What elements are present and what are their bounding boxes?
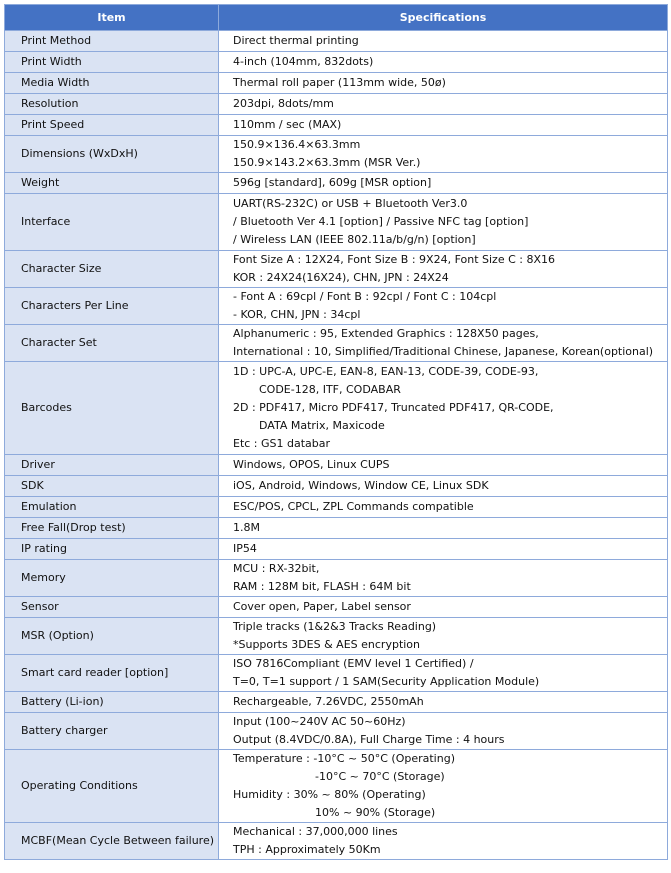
- spec-line: 203dpi, 8dots/mm: [233, 97, 334, 110]
- item-cell-media-width: Media Width: [5, 73, 219, 94]
- spec-line: Thermal roll paper (113mm wide, 50ø): [233, 76, 446, 89]
- spec-line: Cover open, Paper, Label sensor: [233, 600, 411, 613]
- spec-line: TPH : Approximately 50Km: [233, 843, 381, 856]
- spec-cell-media-width: [219, 73, 668, 94]
- table-row: [5, 618, 668, 655]
- spec-line: RAM : 128M bit, FLASH : 64M bit: [233, 580, 411, 593]
- column-header-item: Item: [5, 5, 219, 31]
- spec-line: 150.9×143.2×63.3mm (MSR Ver.): [233, 156, 421, 169]
- table-row: [5, 713, 668, 750]
- spec-line: Temperature : -10°C ~ 50°C (Operating): [233, 752, 455, 765]
- item-cell-resolution: Resolution: [5, 94, 219, 115]
- table-row: [5, 288, 668, 325]
- spec-line: Triple tracks (1&2&3 Tracks Reading): [233, 620, 437, 633]
- table-row: [5, 194, 668, 251]
- spec-cell-barcodes: [219, 362, 668, 455]
- item-cell-emulation: Emulation: [5, 497, 219, 518]
- item-cell-dimensions-wxdxh: Dimensions (WxDxH): [5, 136, 219, 173]
- table-row: [5, 52, 668, 73]
- spec-line: Font Size A : 12X24, Font Size B : 9X24, Font Size C : 8X16: [233, 253, 555, 266]
- spec-line: CODE-128, ITF, CODABAR: [259, 383, 401, 396]
- spec-line: IP54: [233, 542, 257, 555]
- spec-line: - KOR, CHN, JPN : 34cpl: [233, 308, 361, 321]
- table-row: [5, 325, 668, 362]
- item-cell-driver: Driver: [5, 455, 219, 476]
- spec-line: 110mm / sec (MAX): [233, 118, 342, 131]
- item-cell-interface: Interface: [5, 194, 219, 251]
- spec-line: ESC/POS, CPCL, ZPL Commands compatible: [233, 500, 474, 513]
- item-cell-ip-rating: IP rating: [5, 539, 219, 560]
- spec-cell-ip-rating: [219, 539, 668, 560]
- table-row: [5, 597, 668, 618]
- spec-cell-resolution: [219, 94, 668, 115]
- spec-cell-msr-option: [219, 618, 668, 655]
- table-row: [5, 136, 668, 173]
- spec-line: KOR : 24X24(16X24), CHN, JPN : 24X24: [233, 271, 449, 284]
- spec-line: Humidity : 30% ~ 80% (Operating): [233, 788, 426, 801]
- spec-line: Windows, OPOS, Linux CUPS: [233, 458, 390, 471]
- spec-cell-character-set: [219, 325, 668, 362]
- spec-line: UART(RS-232C) or USB + Bluetooth Ver3.0: [233, 197, 468, 210]
- spec-line: / Wireless LAN (IEEE 802.11a/b/g/n) [option]: [233, 233, 476, 246]
- spec-line: *Supports 3DES & AES encryption: [233, 638, 421, 651]
- spec-cell-driver: [219, 455, 668, 476]
- spec-cell-operating-conditions: [219, 750, 668, 823]
- table-row: [5, 497, 668, 518]
- table-header-row: [5, 5, 668, 31]
- item-cell-character-size: Character Size: [5, 251, 219, 288]
- column-header-specifications: Specifications: [219, 5, 668, 31]
- item-cell-weight: Weight: [5, 173, 219, 194]
- spec-line: Output (8.4VDC/0.8A), Full Charge Time : 4 hours: [233, 733, 505, 746]
- spec-line: / Bluetooth Ver 4.1 [option] / Passive NFC tag [option]: [233, 215, 529, 228]
- table-row: [5, 251, 668, 288]
- item-cell-print-width: Print Width: [5, 52, 219, 73]
- spec-cell-print-speed: [219, 115, 668, 136]
- spec-line: Direct thermal printing: [233, 34, 359, 47]
- table-row: [5, 823, 668, 860]
- spec-line: iOS, Android, Windows, Window CE, Linux SDK: [233, 479, 489, 492]
- table-row: [5, 362, 668, 455]
- table-row: [5, 455, 668, 476]
- item-cell-sensor: Sensor: [5, 597, 219, 618]
- spec-cell-sensor: [219, 597, 668, 618]
- spec-cell-character-size: [219, 251, 668, 288]
- spec-line: -10°C ~ 70°C (Storage): [315, 770, 445, 783]
- spec-line: 4-inch (104mm, 832dots): [233, 55, 374, 68]
- spec-line: 2D : PDF417, Micro PDF417, Truncated PDF417, QR-CODE,: [233, 401, 554, 414]
- spec-table: [4, 4, 668, 860]
- spec-cell-memory: [219, 560, 668, 597]
- item-cell-operating-conditions: Operating Conditions: [5, 750, 219, 823]
- spec-cell-mcbf-mean-cycle-between-failure: [219, 823, 668, 860]
- item-cell-battery-li-ion: Battery (Li-ion): [5, 692, 219, 713]
- table-row: [5, 173, 668, 194]
- item-cell-free-fall-drop-test: Free Fall(Drop test): [5, 518, 219, 539]
- spec-line: ISO 7816Compliant (EMV level 1 Certified) /: [233, 657, 474, 670]
- item-cell-memory: Memory: [5, 560, 219, 597]
- table-row: [5, 476, 668, 497]
- table-row: [5, 73, 668, 94]
- spec-line: Mechanical : 37,000,000 lines: [233, 825, 398, 838]
- spec-cell-characters-per-line: [219, 288, 668, 325]
- spec-line: DATA Matrix, Maxicode: [259, 419, 385, 432]
- spec-line: International : 10, Simplified/Traditional Chinese, Japanese, Korean(optional): [233, 345, 654, 358]
- spec-line: Etc : GS1 databar: [233, 437, 331, 450]
- item-cell-sdk: SDK: [5, 476, 219, 497]
- spec-cell-print-width: [219, 52, 668, 73]
- spec-cell-battery-li-ion: [219, 692, 668, 713]
- item-cell-mcbf-mean-cycle-between-failure: MCBF(Mean Cycle Between failure): [5, 823, 219, 860]
- table-row: [5, 539, 668, 560]
- table-row: [5, 655, 668, 692]
- spec-line: Alphanumeric : 95, Extended Graphics : 128X50 pages,: [233, 327, 539, 340]
- spec-table-body: [5, 31, 668, 860]
- table-row: [5, 518, 668, 539]
- spec-line: - Font A : 69cpl / Font B : 92cpl / Font C : 104cpl: [233, 290, 497, 303]
- spec-line: 1.8M: [233, 521, 260, 534]
- table-row: [5, 692, 668, 713]
- spec-line: 10% ~ 90% (Storage): [315, 806, 436, 819]
- spec-line: 150.9×136.4×63.3mm: [233, 138, 361, 151]
- spec-cell-free-fall-drop-test: [219, 518, 668, 539]
- spec-cell-smart-card-reader-option: [219, 655, 668, 692]
- table-row: [5, 560, 668, 597]
- table-row: [5, 115, 668, 136]
- table-row: [5, 94, 668, 115]
- spec-line: T=0, T=1 support / 1 SAM(Security Application Module): [233, 675, 540, 688]
- spec-line: MCU : RX-32bit,: [233, 562, 320, 575]
- spec-cell-sdk: [219, 476, 668, 497]
- item-cell-print-method: Print Method: [5, 31, 219, 52]
- spec-cell-emulation: [219, 497, 668, 518]
- spec-cell-battery-charger: [219, 713, 668, 750]
- spec-cell-weight: [219, 173, 668, 194]
- item-cell-barcodes: Barcodes: [5, 362, 219, 455]
- spec-cell-dimensions-wxdxh: [219, 136, 668, 173]
- table-row: [5, 750, 668, 823]
- spec-line: Rechargeable, 7.26VDC, 2550mAh: [233, 695, 424, 708]
- item-cell-msr-option: MSR (Option): [5, 618, 219, 655]
- spec-line: Input (100~240V AC 50~60Hz): [233, 715, 406, 728]
- item-cell-characters-per-line: Characters Per Line: [5, 288, 219, 325]
- spec-cell-interface: [219, 194, 668, 251]
- item-cell-battery-charger: Battery charger: [5, 713, 219, 750]
- item-cell-smart-card-reader-option: Smart card reader [option]: [5, 655, 219, 692]
- spec-line: 1D : UPC-A, UPC-E, EAN-8, EAN-13, CODE-39, CODE-93,: [233, 365, 539, 378]
- spec-cell-print-method: [219, 31, 668, 52]
- item-cell-print-speed: Print Speed: [5, 115, 219, 136]
- item-cell-character-set: Character Set: [5, 325, 219, 362]
- table-row: [5, 31, 668, 52]
- spec-line: 596g [standard], 609g [MSR option]: [233, 176, 432, 189]
